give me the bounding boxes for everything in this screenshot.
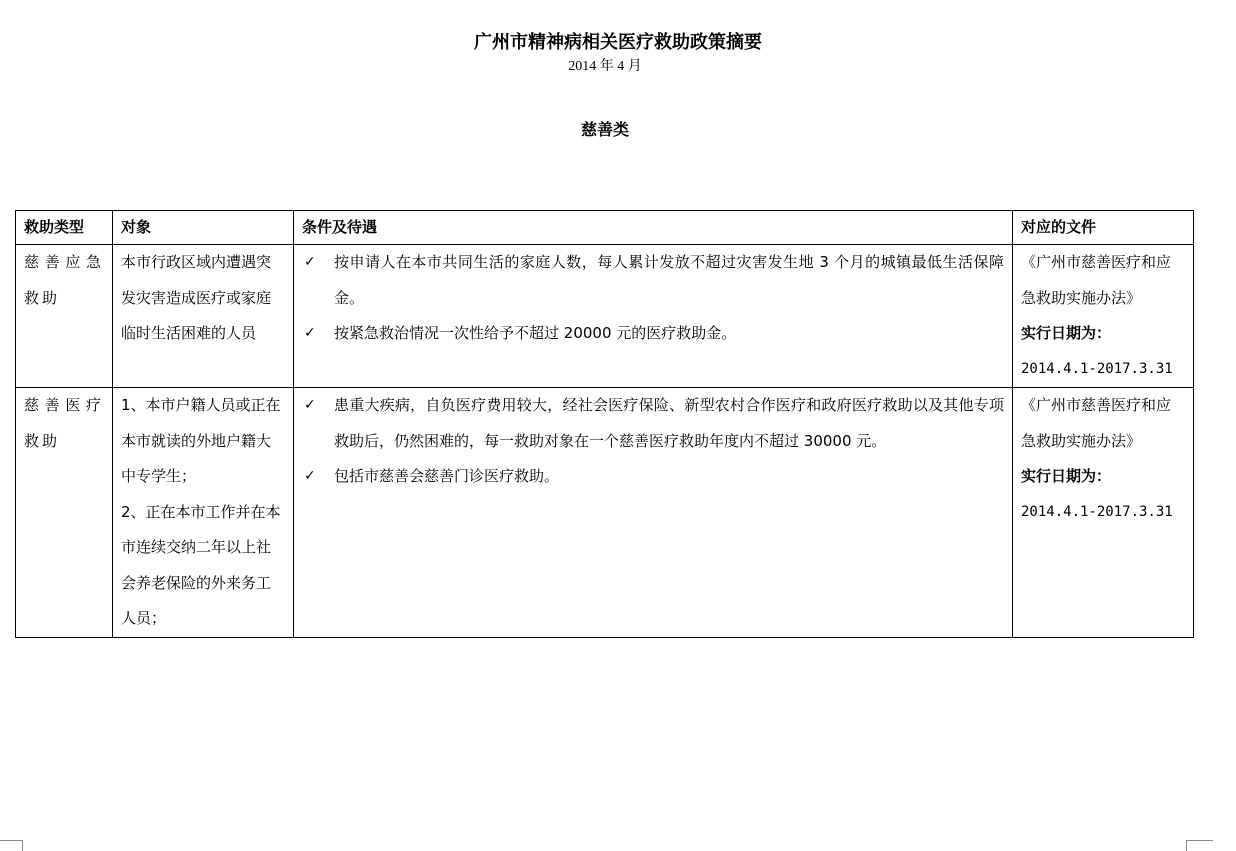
effective-date-label: 实行日期为： [1021,324,1112,342]
header-document: 对应的文件 [1013,211,1194,245]
header-type: 救助类型 [16,211,113,245]
check-icon: ✓ [304,468,316,484]
page-corner-mark-left [0,840,23,851]
condition-item [302,388,1004,459]
condition-text: 按申请人在本市共同生活的家庭人数，每人累计发放不超过灾害发生地 3 个月的城镇最低生活保障金。 [334,253,1004,307]
aid-type-cell: 慈善医疗救助 [16,388,113,638]
condition-text: 患重大疾病，自负医疗费用较大，经社会医疗保险、新型农村合作医疗和政府医疗救助以及其他专项救助后，仍然困难的，每一救助对象在一个慈善医疗救助年度内不超过 30000 元。 [334,396,1004,450]
policy-table [15,210,1194,638]
check-icon: ✓ [304,325,316,341]
conditions-list [302,245,1004,352]
header-target: 对象 [113,211,294,245]
effective-date-range: 2014.4.1-2017.3.31 [1021,503,1173,520]
document-name: 《广州市慈善医疗和应急救助实施办法》 [1021,253,1172,307]
target-cell: 本市行政区域内遭遇突发灾害造成医疗或家庭临时生活困难的人员 [113,245,294,388]
document-name: 《广州市慈善医疗和应急救助实施办法》 [1021,396,1172,450]
table-row [16,245,1194,388]
conditions-cell [294,245,1013,388]
target-cell [113,388,294,638]
aid-type-cell: 慈善应急救助 [16,245,113,388]
target-item: 2、正在本市工作并在本市连续交纳二年以上社会养老保险的外来务工人员； [121,502,281,627]
check-icon: ✓ [304,397,316,413]
condition-text: 包括市慈善会慈善门诊医疗救助。 [334,467,560,485]
header-conditions: 条件及待遇 [294,211,1013,245]
condition-item [302,459,1004,495]
effective-date-label: 实行日期为： [1021,467,1112,485]
page-corner-mark-right [1186,840,1213,851]
condition-text: 按紧急救治情况一次性给予不超过 20000 元的医疗救助金。 [334,324,737,342]
table-row [16,388,1194,638]
section-heading: 慈善类 [580,120,629,139]
condition-item [302,245,1004,316]
conditions-cell [294,388,1013,638]
document-date: 2014 年 4 月 [568,59,642,74]
check-icon: ✓ [304,254,316,270]
conditions-list [302,388,1004,495]
document-title: 广州市精神病相关医疗救助政策摘要 [474,32,762,53]
document-cell [1013,245,1194,388]
effective-date-range: 2014.4.1-2017.3.31 [1021,360,1173,377]
condition-item [302,316,1004,352]
table-header-row [16,211,1194,245]
document-cell [1013,388,1194,638]
target-item: 1、本市户籍人员或正在本市就读的外地户籍大中专学生； [121,396,281,485]
